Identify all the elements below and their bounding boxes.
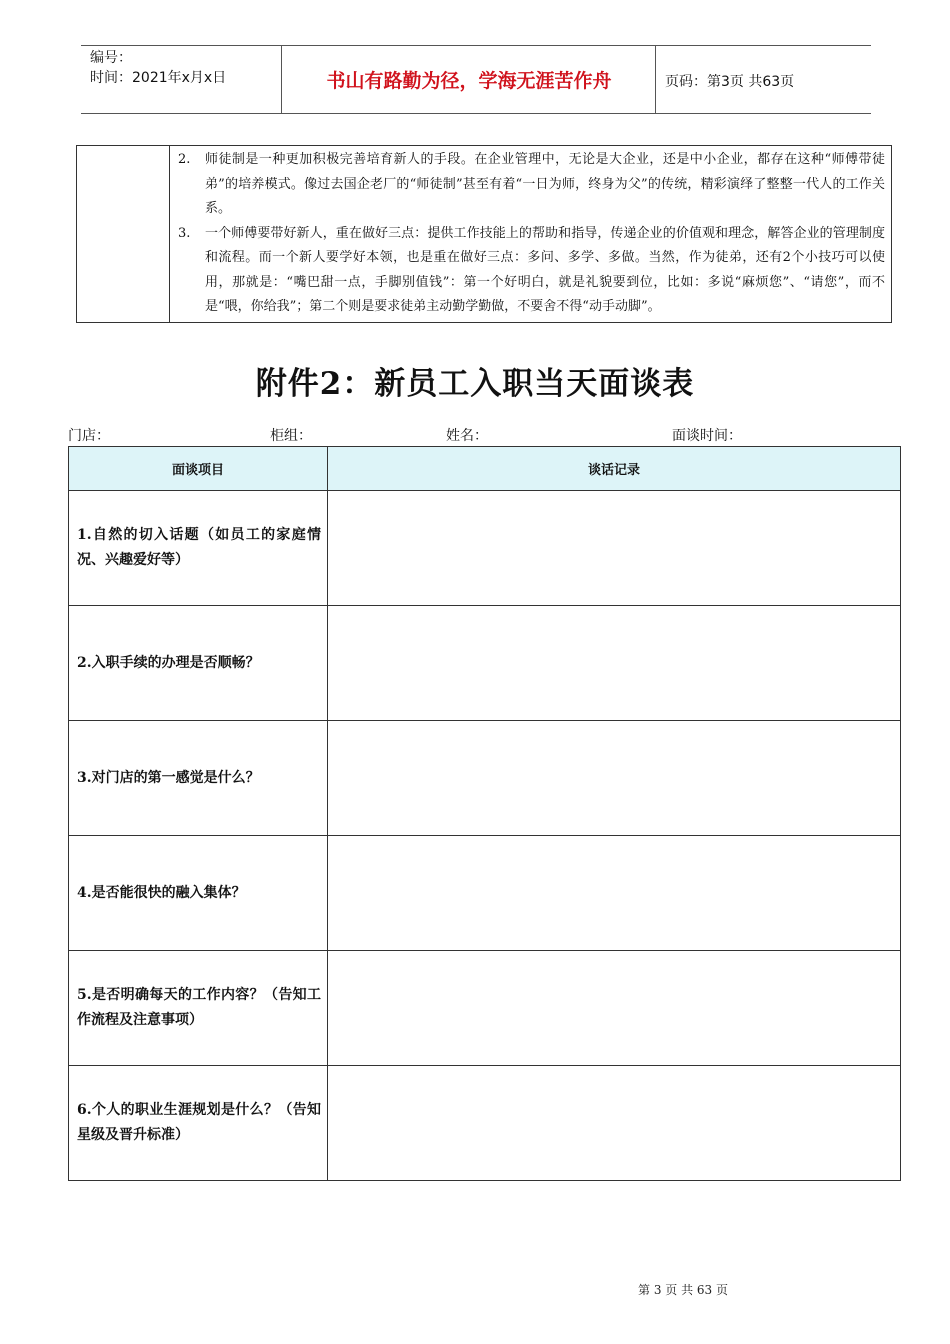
column-header-item: 面谈项目 [69,447,328,491]
interview-item: 4.是否能很快的融入集体？ [69,836,328,951]
record-cell[interactable] [328,1066,901,1181]
tip-number: 2. [178,152,191,167]
table-row [69,721,901,836]
interview-item: 2.入职手续的办理是否顺畅？ [69,606,328,721]
table-row [69,606,901,721]
document-number-label: 编号： [90,50,132,66]
counter-label: 柜组： [270,428,312,444]
record-cell[interactable] [328,606,901,721]
interview-item: 1.自然的切入话题（如员工的家庭情况、兴趣爱好等） [69,491,328,606]
header-meta [90,48,226,88]
store-label: 门店： [68,428,110,444]
tip-item [178,148,885,222]
tip-item [178,222,885,320]
table-row [69,491,901,606]
tips-content-cell [170,146,892,323]
form-title: 附件2：新员工入职当天面谈表 [255,366,695,402]
record-cell[interactable] [328,836,901,951]
interview-item: 5.是否明确每天的工作内容？（告知工作流程及注意事项） [69,951,328,1066]
table-row [69,1066,901,1181]
interview-item: 3.对门店的第一感觉是什么？ [69,721,328,836]
record-cell[interactable] [328,491,901,606]
header-top-rule [81,45,871,46]
column-header-record: 谈话记录 [328,447,901,491]
name-label: 姓名： [446,428,488,444]
interview-time-label: 面谈时间： [672,428,742,444]
tip-text: 一个师傅要带好新人，重在做好三点：提供工作技能上的帮助和指导，传递企业的价值观和理念，解答企业的管理制度和流程。而一个新人要学好本领，也是重在做好三点：多问、多学、多做。当然，作为徒弟，还有2个小技巧可以使用，那就是：“嘴巴甜一点，手脚别值钱”：第一个好明白，就是礼貌要到位，比如：多说“麻烦您”、“请您”，而不是“喂，你给我”；第二个则是要求徒弟主动勤学勤做，不要舍不得“动手动脚”。 [205,225,885,314]
footer-page-number: 第 3 页 共 63 页 [638,1283,728,1297]
header-page-info: 页码：第3页 共63页 [665,74,795,90]
interview-item: 6.个人的职业生涯规划是什么？（告知星级及晋升标准） [69,1066,328,1181]
table-row [69,836,901,951]
header-divider [281,45,282,114]
table-row [69,951,901,1066]
record-cell[interactable] [328,951,901,1066]
tip-text: 师徒制是一种更加积极完善培育新人的手段。在企业管理中，无论是大企业，还是中小企业，都存在这种“师傅带徒弟”的培养模式。像过去国企老厂的“师徒制”甚至有着“一日为师，终身为父”的传统，精彩演绎了整整一代人的工作关系。 [205,152,885,216]
table-header-row [69,447,901,491]
tips-table [76,145,892,323]
header-bottom-rule [81,113,871,114]
document-date: 时间：2021年x月x日 [90,70,227,86]
tip-number: 3. [178,225,191,241]
record-cell[interactable] [328,721,901,836]
header-divider [655,45,656,114]
tips-blank-cell [77,146,170,323]
header-motto: 书山有路勤为径，学海无涯苦作舟 [326,70,612,92]
interview-table [68,446,901,1181]
